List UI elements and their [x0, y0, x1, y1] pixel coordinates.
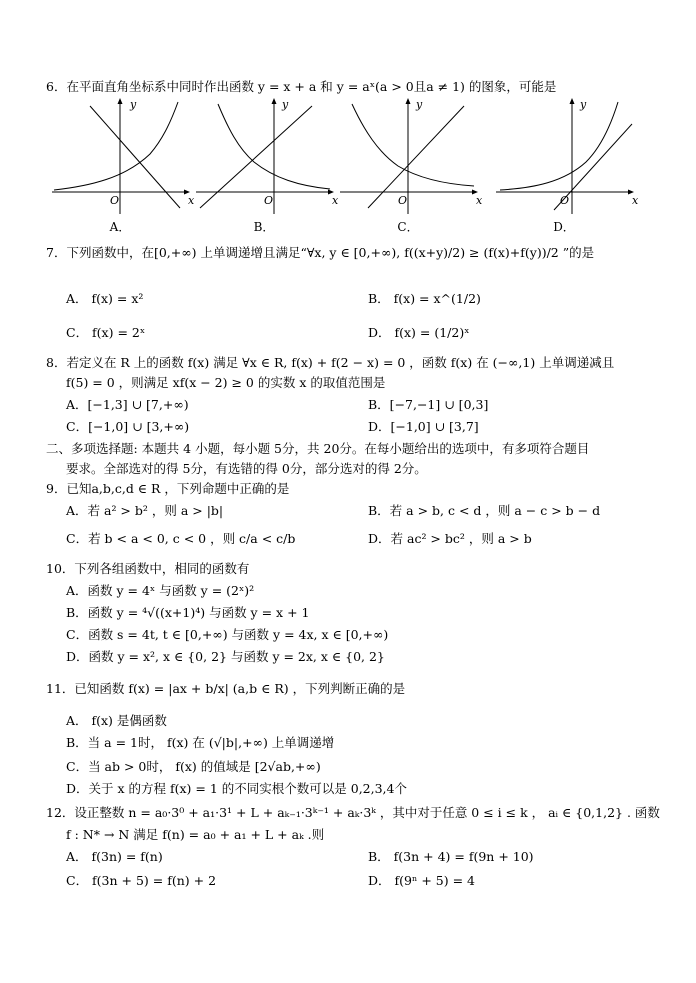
q8-option-d: D．[−1,0] ∪ [3,7] — [368, 419, 479, 434]
graph-b-origin: O — [264, 194, 274, 207]
q11-option-b: B．当 a = 1时， f(x) 在 (√|b|,+∞) 上单调递增 — [66, 735, 335, 750]
graph-d — [494, 98, 639, 236]
graph-d-x-label: x — [632, 194, 639, 207]
q6-graphs — [46, 98, 646, 236]
q8-option-a: A．[−1,3] ∪ [7,+∞) — [66, 397, 189, 412]
q9-option-b: B．若 a > b, c < d ，则 a − c > b − d — [368, 503, 601, 518]
q11-option-a: A． f(x) 是偶函数 — [66, 713, 167, 728]
q9-option-a: A．若 a² > b² ，则 a > |b| — [66, 503, 224, 518]
q6-stem: 6．在平面直角坐标系中同时作出函数 y = x + a 和 y = aˣ(a > 0且a ≠ 1) 的图象，可能是 — [46, 79, 557, 94]
q7-option-a: A． f(x) = x² — [66, 291, 144, 306]
q8-option-b: B．[−7,−1] ∪ [0,3] — [368, 397, 489, 412]
graph-a-origin: O — [110, 194, 120, 207]
q11-stem: 11．已知函数 f(x) = |ax + b/x| (a,b ∈ R) ，下列判断正确的是 — [46, 681, 406, 696]
graph-c-y-label: y — [416, 98, 423, 111]
graph-d-label: D． — [553, 220, 575, 234]
q10-stem: 10．下列各组函数中，相同的函数有 — [46, 561, 250, 576]
q7-option-d: D． f(x) = (1/2)ˣ — [368, 325, 470, 340]
q9-option-c: C．若 b < a < 0, c < 0 ，则 c/a < c/b — [66, 531, 296, 546]
graph-c — [338, 98, 483, 236]
graph-a — [50, 98, 195, 236]
graph-a-x-label: x — [188, 194, 195, 207]
q12-stem-line2: f : N* → N 满足 f(n) = a₀ + a₁ + L + aₖ .则 — [66, 827, 325, 842]
q10-option-b: B．函数 y = ⁴√((x+1)⁴) 与函数 y = x + 1 — [66, 605, 310, 620]
q12-stem-line1: 12．设正整数 n = a₀·3⁰ + a₁·3¹ + L + aₖ₋₁·3ᵏ⁻¹ + aₖ·3ᵏ ，其中对于任意 0 ≤ i ≤ k ， aᵢ ∈ {0,1,2} . 函数 — [46, 805, 660, 820]
q7-stem: 7．下列函数中，在[0,+∞) 上单调递增且满足“∀x, y ∈ [0,+∞), f((x+y)/2) ≥ (f(x)+f(y))/2 ”的是 — [46, 245, 595, 260]
q11-option-d: D．关于 x 的方程 f(x) = 1 的不同实根个数可以是 0,2,3,4个 — [66, 781, 407, 796]
graph-c-label: C． — [397, 220, 419, 234]
q9-option-d: D．若 ac² > bc² ，则 a > b — [368, 531, 532, 546]
graph-c-plot — [338, 98, 478, 218]
graph-a-y-label: y — [130, 98, 137, 111]
q12-option-c: C． f(3n + 5) = f(n) + 2 — [66, 873, 217, 888]
q10-option-c: C．函数 s = 4t, t ∈ [0,+∞) 与函数 y = 4x, x ∈ [0,+∞) — [66, 627, 389, 642]
section2-heading-line1: 二、多项选择题: 本题共 4 小题，每小题 5分，共 20分。在每小题给出的选项中，有多项符合题目 — [46, 441, 590, 456]
graph-c-x-label: x — [476, 194, 483, 207]
graph-d-y-label: y — [580, 98, 587, 111]
graph-d-origin: O — [560, 194, 570, 207]
graph-b-x-label: x — [332, 194, 339, 207]
q7-option-b: B． f(x) = x^(1/2) — [368, 291, 481, 306]
q12-option-d: D． f(9ⁿ + 5) = 4 — [368, 873, 475, 888]
q8-option-c: C．[−1,0] ∪ [3,+∞) — [66, 419, 190, 434]
graph-b-label: B． — [253, 220, 275, 234]
q10-option-a: A．函数 y = 4ˣ 与函数 y = (2ˣ)² — [66, 583, 255, 598]
q7-option-c: C． f(x) = 2ˣ — [66, 325, 146, 340]
q12-option-a: A． f(3n) = f(n) — [66, 849, 163, 864]
q9-stem: 9．已知a,b,c,d ∈ R ，下列命题中正确的是 — [46, 481, 290, 496]
q8-stem-line1: 8．若定义在 R 上的函数 f(x) 满足 ∀x ∈ R, f(x) + f(2 − x) = 0 ，函数 f(x) 在 (−∞,1) 上单调递减且 — [46, 355, 615, 370]
q11-option-c: C．当 ab > 0时， f(x) 的值域是 [2√ab,+∞) — [66, 759, 321, 774]
graph-b-y-label: y — [282, 98, 289, 111]
q10-option-d: D．函数 y = x², x ∈ {0, 2} 与函数 y = 2x, x ∈ {0, 2} — [66, 649, 385, 664]
section2-heading-line2: 要求。全部选对的得 5分，有选错的得 0分，部分选对的得 2分。 — [66, 461, 427, 476]
q12-option-b: B． f(3n + 4) = f(9n + 10) — [368, 849, 534, 864]
graph-b — [194, 98, 339, 236]
graph-c-origin: O — [398, 194, 408, 207]
graph-a-label: A． — [109, 220, 131, 234]
graph-a-plot — [50, 98, 190, 218]
q8-stem-line2: f(5) = 0 ，则满足 xf(x − 2) ≥ 0 的实数 x 的取值范围是 — [66, 375, 386, 390]
